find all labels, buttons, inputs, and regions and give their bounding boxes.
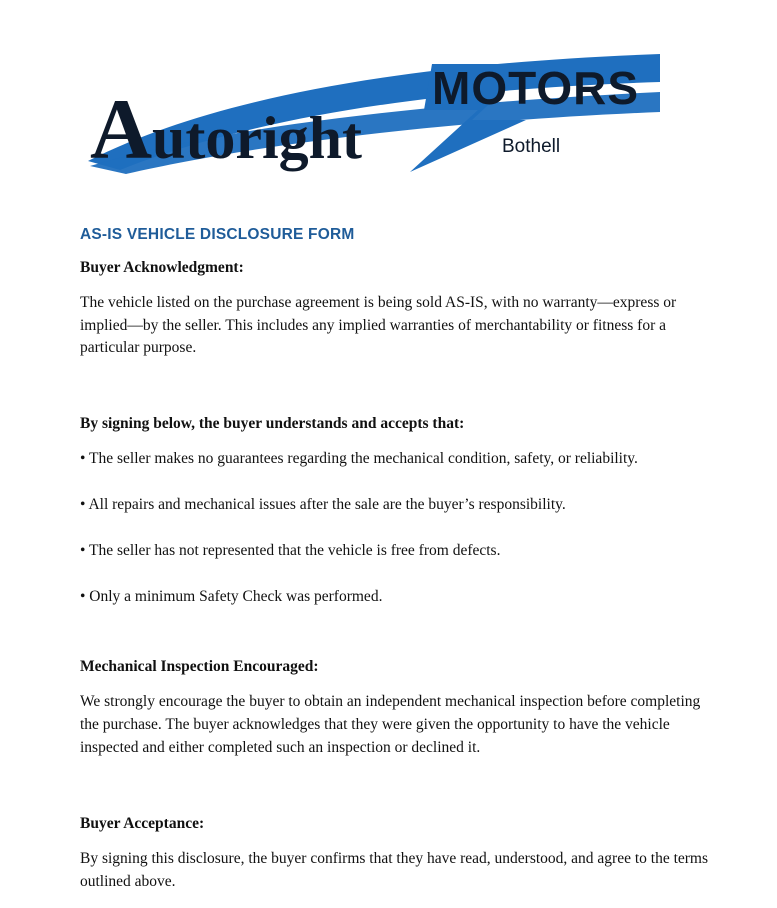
list-item: • The seller makes no guarantees regarding the mechanical condition, safety, or reliability. (80, 450, 638, 468)
section-heading-buyer-understands: By signing below, the buyer understands and accepts that: (80, 415, 465, 433)
document-body (80, 226, 710, 908)
section-spacer (80, 631, 710, 657)
logo-location: Bothell (502, 136, 561, 157)
list-item: • Only a minimum Safety Check was performed. (80, 587, 383, 605)
logo-brand-word: utoright (152, 105, 362, 171)
section-heading-mechanical-inspection: Mechanical Inspection Encouraged: (80, 658, 319, 676)
section-spacer (80, 774, 710, 814)
section-heading-buyer-acceptance: Buyer Acceptance: (80, 814, 205, 832)
paragraph-buyer-acceptance: By signing this disclosure, the buyer confirms that they have read, understood, and agree to the terms outlined above. (80, 849, 709, 890)
list-item: • All repairs and mechanical issues after the sale are the buyer’s responsibility. (80, 496, 566, 513)
logo-artwork (80, 48, 680, 178)
section-spacer (80, 374, 710, 414)
logo-secondary-word: MOTORS (432, 62, 640, 114)
dealership-logo (80, 48, 680, 178)
paragraph-mechanical-inspection: We strongly encourage the buyer to obtain an independent mechanical inspection before completing the purchase. The buyer acknowledges that they were given the opportunity to have the vehicle inspected and either completed such an inspection or declined it. (80, 693, 701, 757)
list-item: • The seller has not represented that the vehicle is free from defects. (80, 541, 501, 559)
logo-initial: A (90, 81, 153, 177)
page-title: AS-IS VEHICLE DISCLOSURE FORM (80, 226, 355, 243)
paragraph-buyer-acknowledgment: The vehicle listed on the purchase agreement is being sold AS-IS, with no warranty—express or implied—by the seller. This includes any implied warranties of merchantability or fitness for a particular purpose. (80, 293, 677, 357)
section-heading-buyer-acknowledgment: Buyer Acknowledgment: (80, 258, 244, 276)
